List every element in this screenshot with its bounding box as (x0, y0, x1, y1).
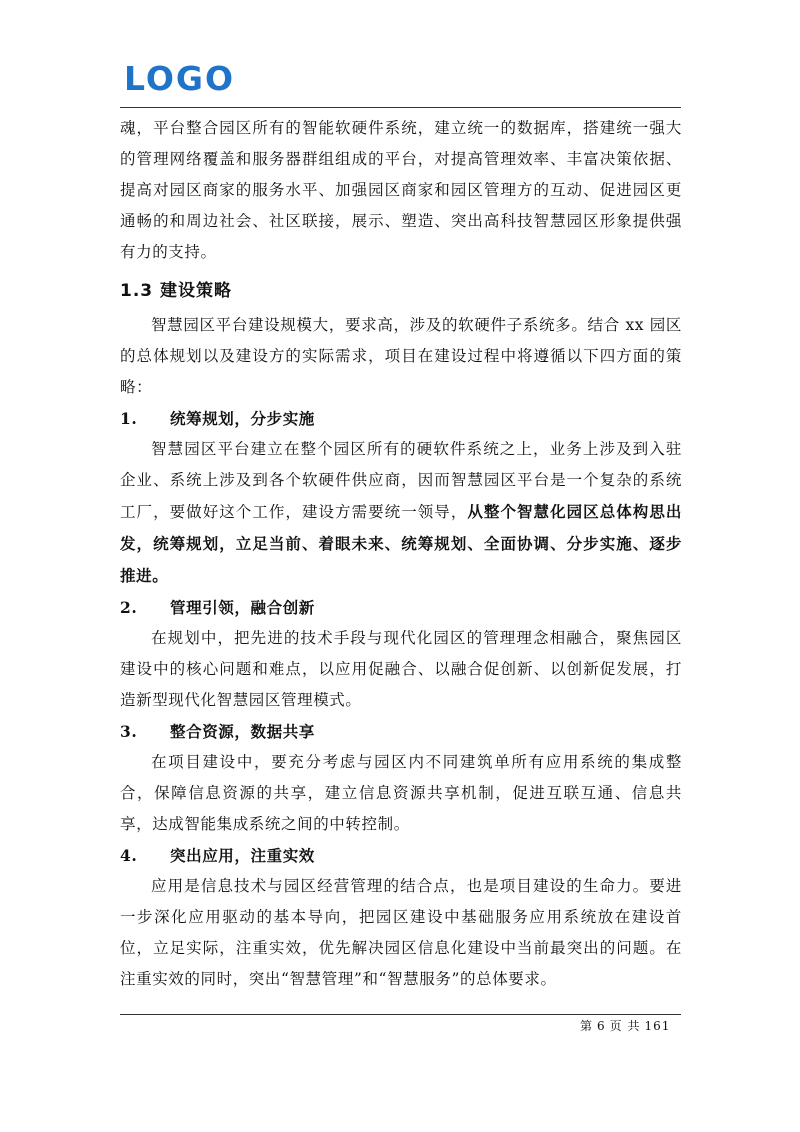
strategy-3-heading: 整合资源，数据共享 (170, 722, 315, 741)
strategy-1-heading: 统筹规划，分步实施 (170, 409, 315, 428)
strategy-4-heading: 突出应用，注重实效 (170, 846, 315, 865)
strategy-1-body: 智慧园区平台建立在整个园区所有的硬软件系统之上，业务上涉及到入驻企业、系统上涉及到各个软硬件供应商，因而智慧园区平台是一个复杂的系统工厂，要做好这个工作，建设方需要统一领导， (120, 440, 682, 521)
header-divider (120, 107, 681, 108)
footer-page-prefix: 第 (580, 1019, 594, 1033)
logo: LOGO (124, 59, 236, 98)
strategy-3-number: 3. (120, 722, 138, 741)
footer-page-total: 161 (644, 1019, 671, 1033)
strategy-1-text (120, 434, 682, 592)
footer-divider (120, 1014, 681, 1015)
strategy-2-title (120, 592, 682, 623)
strategy-1-title (120, 403, 682, 434)
section-intro: 智慧园区平台建设规模大，要求高，涉及的软硬件子系统多。结合 xx 园区的总体规划以及建设方的实际需求，项目在建设过程中将遵循以下四方面的策略： (120, 316, 682, 396)
strategy-3-title (120, 716, 682, 747)
strategy-1-bold: 从整个智慧化园区总体构思出发，统筹规划，立足当前、着眼未来、统筹规划、全面协调、分步实施、逐步推进。 (120, 502, 682, 585)
strategy-2-heading: 管理引领，融合创新 (170, 598, 315, 617)
strategy-4-number: 4. (120, 846, 138, 865)
page-footer (580, 1018, 674, 1034)
section-title: 1.3 建设策略 (120, 281, 233, 301)
strategy-2-text: 在规划中，把先进的技术手段与现代化园区的管理理念相融合，聚焦园区建设中的核心问题和难点，以应用促融合、以融合促创新、以创新促发展，打造新型现代化智慧园区管理模式。 (120, 629, 682, 709)
strategy-4-title (120, 840, 682, 871)
strategy-2-number: 2. (120, 598, 138, 617)
footer-page-number: 6 (597, 1019, 606, 1033)
strategy-3-text: 在项目建设中，要充分考虑与园区内不同建筑单所有应用系统的集成整合，保障信息资源的共享，建立信息资源共享机制，促进互联互通、信息共享，达成智能集成系统之间的中转控制。 (120, 753, 682, 833)
intro-paragraph: 魂，平台整合园区所有的智能软硬件系统，建立统一的数据库，搭建统一强大的管理网络覆盖和服务器群组组成的平台，对提高管理效率、丰富决策依据、提高对园区商家的服务水平、加强园区商家和园区管理方的互动、促进园区更通畅的和周边社会、社区联接，展示、塑造、突出高科技智慧园区形象提供强有力的支持。 (120, 119, 682, 261)
strategy-1-number: 1. (120, 409, 138, 428)
document-body (120, 113, 682, 995)
footer-page-mid: 页 共 (609, 1019, 641, 1033)
strategy-4-text: 应用是信息技术与园区经营管理的结合点，也是项目建设的生命力。要进一步深化应用驱动的基本导向，把园区建设中基础服务应用系统放在建设首位，立足实际，注重实效，优先解决园区信息化建设中当前最突出的问题。在注重实效的同时，突出“智慧管理”和“智慧服务”的总体要求。 (120, 877, 682, 988)
